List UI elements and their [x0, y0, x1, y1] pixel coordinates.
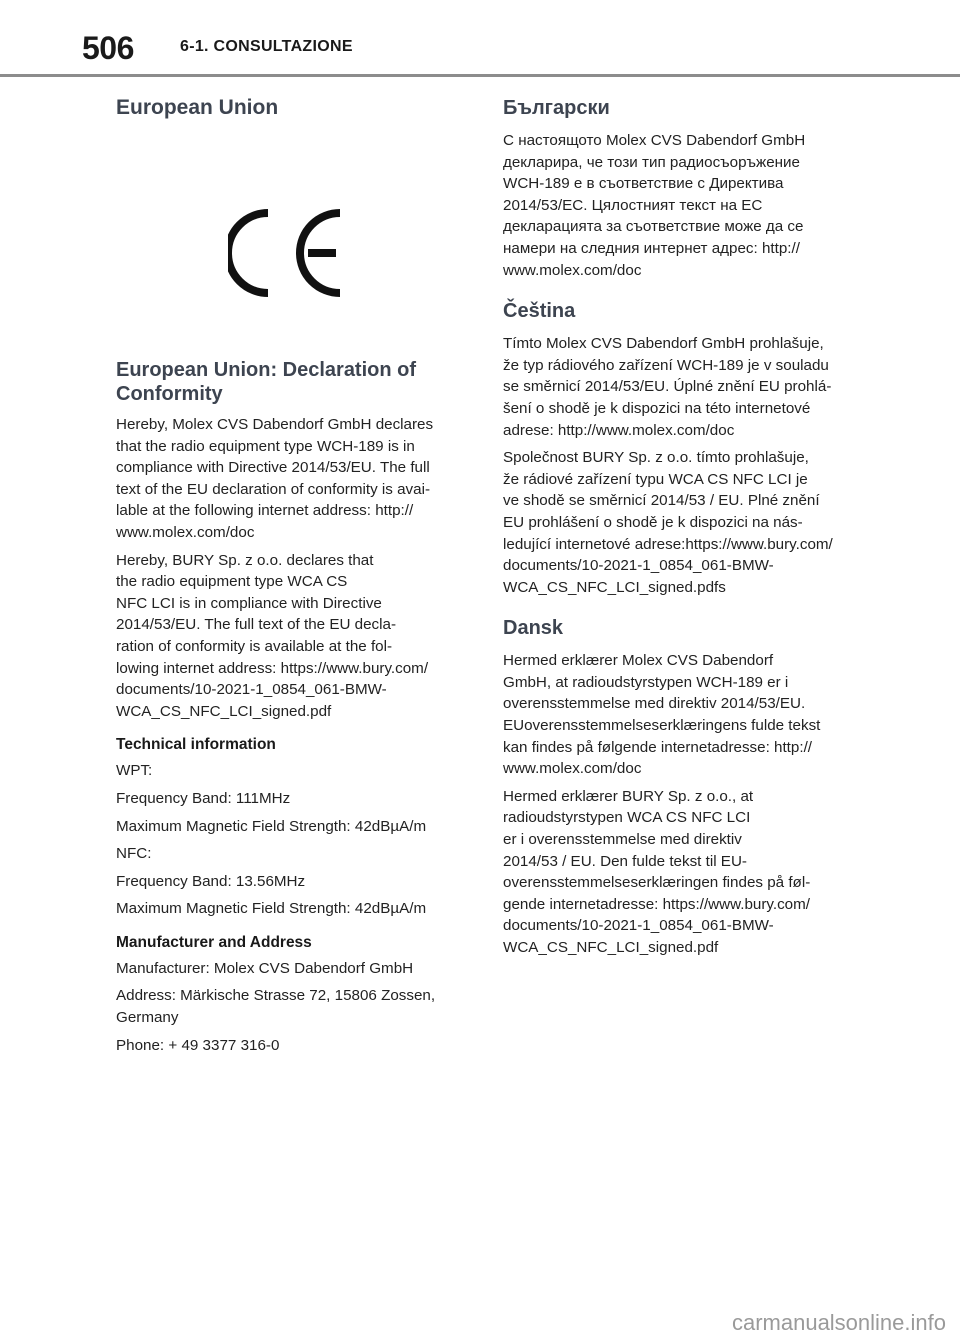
tech-line: NFC: [116, 845, 152, 863]
section-title-danish: Dansk [503, 617, 564, 640]
page-number: 506 [82, 30, 134, 66]
address-line: Address: Märkische Strasse 72, 15806 Zossen, Germany [116, 987, 436, 1027]
declaration-czech-bury: Společnost BURY Sp. z o.o. tímto prohlašuje, že rádiové zařízení typu WCA CS NFC LCI je ve shodě se směrnicí 2014/53 / EU. Plné znění EU prohlášení o shodě je k dispozici na nás- ledující internetové adrese:https://www.bury.com/ documents/10-2021-1_0854_061-BMW- WCA_CS_NFC_LCI_signed.pdfs [503, 449, 833, 596]
ce-mark-icon [228, 208, 346, 298]
declaration-bulgarian: С настоящото Molex CVS Dabendorf GmbH декларира, че този тип радиосъоръжение WCH-189 е в съответствие с Директива 2014/53/ЕС. Цялостният текст на ЕС декларацията за съответствие може да се намери на следния интернет адрес: http:// www.molex.com/doc [503, 132, 806, 279]
section-czech [503, 299, 855, 598]
tech-line: Maximum Magnetic Field Strength: 42dBµA/m [116, 817, 427, 835]
tech-line: Maximum Magnetic Field Strength: 42dBµA/m [116, 900, 427, 918]
page-header [0, 0, 960, 76]
section-title-declaration: European Union: Declaration of Conformity [116, 359, 417, 405]
section-title-european-union: European Union [116, 96, 279, 119]
declaration-molex: Hereby, Molex CVS Dabendorf GmbH declares that the radio equipment type WCH-189 is in compliance with Directive 2014/53/EU. The full text of the EU declaration of conformity is avai- lable at the following internet address: http:// www.molex.com/doc [116, 416, 434, 541]
right-column [503, 96, 855, 965]
phone-line: Phone: + 49 3377 316-0 [116, 1036, 280, 1054]
declaration-danish-bury: Hermed erklærer BURY Sp. z o.o., at radioudstyrstypen WCA CS NFC LCI er i overensstemmelse med direktiv 2014/53 / EU. Den fulde tekst til EU- overensstemmelseserklæringen findes på føl- gende internetadresse: https://www.bury.com/ documents/10-2021-1_0854_061-BMW- WCA_CS_NFC_LCI_signed.pdf [503, 787, 811, 956]
section-title-bulgarian: Български [503, 97, 610, 119]
left-column [116, 96, 456, 1062]
watermark: carmanualsonline.info [731, 1310, 946, 1335]
section-danish [503, 616, 855, 958]
declaration-danish-molex: Hermed erklærer Molex CVS Dabendorf GmbH, at radioudstyrstypen WCH-189 er i overensstemmelse med direktiv 2014/53/EU. EUoverensstemmelseserklæringens fulde tekst kan findes på følgende internetadresse: http:// www.molex.com/doc [503, 652, 821, 778]
tech-info-title: Technical information [116, 736, 276, 754]
declaration-bury: Hereby, BURY Sp. z o.o. declares that the radio equipment type WCA CS NFC LCI is in compliance with Directive 2014/53/EU. The full text of the EU decla- ration of conformity is available at the fol- lowing internet address: https://www.bury.com/ documents/10-2021-1_0854_061-BMW- WCA_CS_NFC_LCI_signed.pdf [116, 551, 429, 720]
ce-mark-area [116, 120, 456, 308]
tech-line: Frequency Band: 111MHz [116, 789, 291, 807]
declaration-czech-molex: Tímto Molex CVS Dabendorf GmbH prohlašuje, že typ rádiového zařízení WCH-189 je v souladu se směrnicí 2014/53/EU. Úplné znění EU prohlá- šení o shodě je k dispozici na této internetové adrese: http://www.molex.com/doc [503, 335, 832, 439]
manufacturer-line: Manufacturer: Molex CVS Dabendorf GmbH [116, 959, 414, 977]
chapter-title: 6-1. CONSULTAZIONE [180, 38, 353, 55]
manufacturer-title: Manufacturer and Address [116, 933, 312, 951]
header-divider [0, 74, 960, 77]
tech-line: Frequency Band: 13.56MHz [116, 872, 306, 890]
section-title-czech: Čeština [503, 300, 576, 323]
section-bulgarian [503, 96, 855, 281]
tech-line: WPT: [116, 762, 153, 780]
